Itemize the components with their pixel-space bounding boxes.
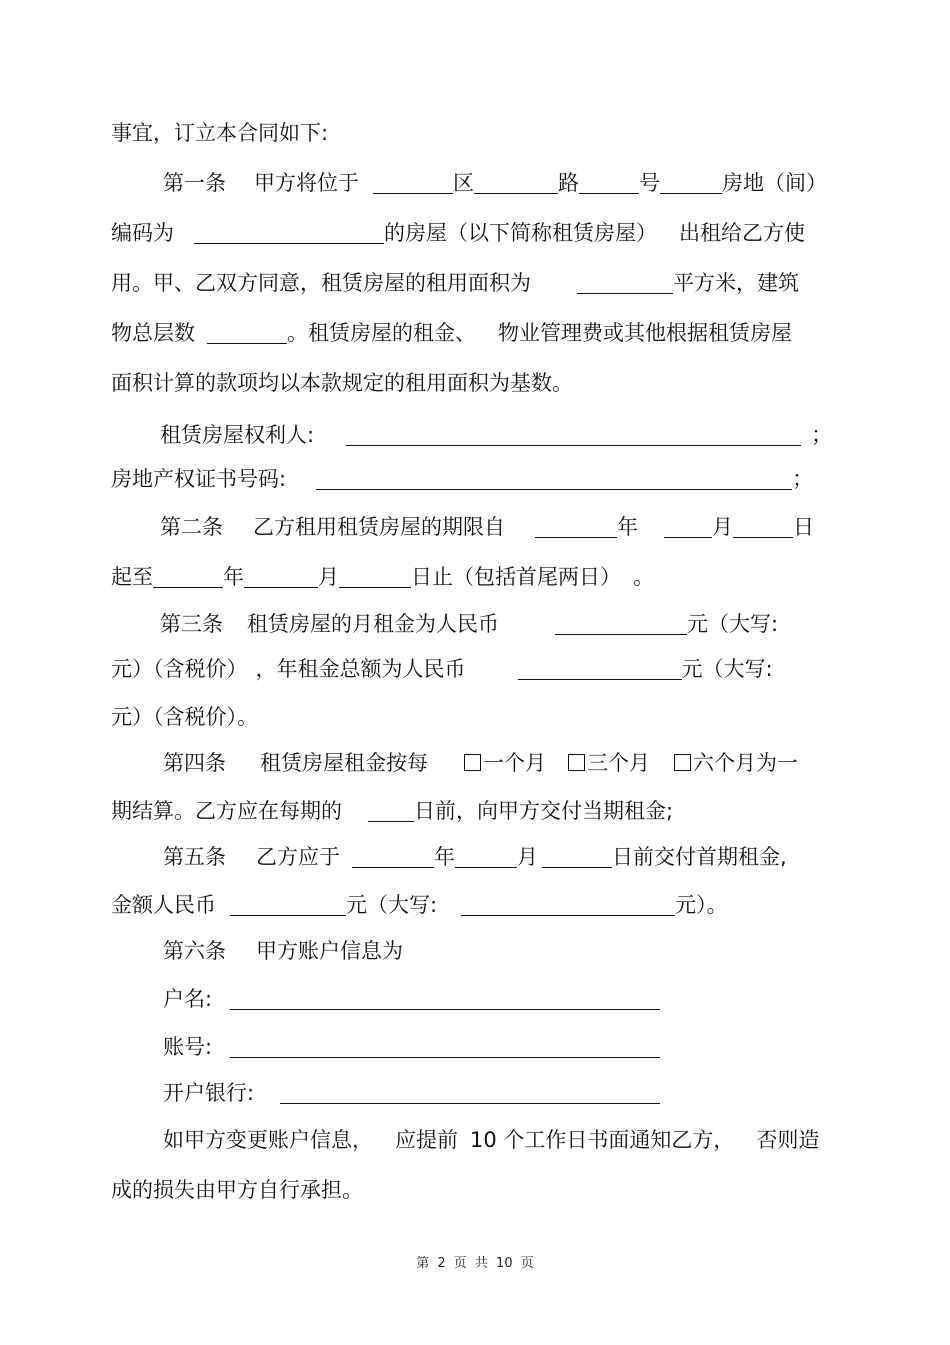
text: 元（大写: [687, 612, 779, 636]
text: 租赁房屋的月租金为人民币 [247, 612, 499, 636]
district-blank[interactable] [373, 171, 453, 194]
article-1-line-4 [111, 318, 792, 348]
text: 租赁房屋租金按每 [260, 751, 428, 775]
end-day-blank[interactable] [339, 565, 411, 588]
start-day-blank[interactable] [733, 515, 793, 538]
text: 年 [223, 565, 244, 589]
text: 元）（含税价）。 [111, 705, 258, 729]
text: 如甲方变更账户信息， [163, 1128, 373, 1152]
text: ； [792, 467, 814, 491]
end-month-blank[interactable] [244, 565, 318, 588]
text: 甲方将位于 [254, 171, 359, 195]
account-name-label: 户名: [163, 987, 213, 1011]
code-blank[interactable] [194, 221, 384, 244]
text: 年 [617, 515, 638, 539]
checkbox[interactable] [568, 754, 585, 771]
account-number-line [163, 1032, 660, 1062]
text: 起至 [111, 565, 153, 589]
article-number: 第三条 [160, 612, 223, 636]
first-pay-day-blank[interactable] [542, 845, 612, 868]
article-2-line-1 [160, 512, 814, 542]
text: 日前交付首期租金, [612, 845, 787, 869]
floors-blank[interactable] [207, 321, 287, 344]
page-footer: 第 2 页 共 10 页 [416, 1256, 534, 1271]
text: 年 [434, 845, 455, 869]
end-year-blank[interactable] [153, 565, 223, 588]
text-line [111, 118, 328, 148]
account-name-line [163, 984, 660, 1014]
bank-line [163, 1078, 660, 1108]
text: 日 [793, 515, 814, 539]
article-3-line-3 [111, 702, 258, 732]
article-4-line-1 [163, 748, 798, 778]
article-1-line-5 [111, 368, 573, 398]
article-number: 第五条 [163, 845, 226, 869]
text: 元）（含税价） [111, 657, 248, 681]
text: 乙方应于 [256, 845, 340, 869]
bank-blank[interactable] [280, 1081, 660, 1104]
text: 区 [453, 171, 474, 195]
checkbox[interactable] [674, 754, 691, 771]
article-1-line-3 [111, 268, 799, 298]
text: 。 [633, 565, 654, 589]
article-number: 第二条 [160, 515, 223, 539]
text: 物业管理费或其他根据租赁房屋 [498, 321, 792, 345]
owner-blank[interactable] [346, 423, 801, 446]
option-semiannual[interactable] [674, 751, 798, 775]
text: 路 [558, 171, 579, 195]
room-blank[interactable] [660, 171, 722, 194]
text: 成的损失由甲方自行承担。 [111, 1178, 363, 1202]
text: 物总层数 [111, 321, 195, 345]
area-blank[interactable] [577, 271, 673, 294]
article-2-line-2 [111, 562, 654, 592]
text: 月 [712, 515, 733, 539]
owner-label: 租赁房屋权利人: [160, 423, 315, 447]
bank-label: 开户银行: [163, 1081, 255, 1105]
text: 应提前 [395, 1128, 458, 1152]
note-line-2 [111, 1175, 363, 1205]
text: 日止（包括首尾两日） [411, 565, 621, 589]
cert-label: 房地产权证书号码: [111, 467, 287, 491]
road-blank[interactable] [474, 171, 558, 194]
account-number-label: 账号: [163, 1035, 213, 1059]
text: 期结算。乙方应在每期的 [111, 799, 342, 823]
text: 平方米，建筑 [673, 271, 799, 295]
text: 月 [318, 565, 339, 589]
start-year-blank[interactable] [535, 515, 617, 538]
first-pay-month-blank[interactable] [455, 845, 517, 868]
text: 用。甲、乙双方同意，租赁房屋的租用面积为 [111, 271, 531, 295]
text: 编码为 [111, 221, 174, 245]
number-blank[interactable] [579, 171, 639, 194]
monthly-rent-blank[interactable] [555, 612, 687, 635]
option-label: 一个月 [483, 751, 546, 775]
option-label: 三个月 [587, 751, 650, 775]
article-3-line-1 [160, 609, 778, 639]
annual-rent-blank[interactable] [518, 657, 682, 680]
article-1-line-1 [163, 168, 827, 198]
pay-day-blank[interactable] [368, 799, 414, 822]
text: ，年租金总额为人民币 [255, 657, 466, 681]
account-name-blank[interactable] [230, 987, 660, 1010]
text: 面积计算的款项均以本款规定的租用面积为基数。 [111, 371, 573, 395]
text: 金额人民币 [111, 893, 216, 917]
text: 元（大写: [346, 893, 438, 917]
text: 。租赁房屋的租金、 [287, 321, 476, 345]
article-3-line-2 [111, 654, 773, 684]
owner-line [160, 420, 832, 450]
text: 否则造 [756, 1128, 820, 1152]
option-label: 六个月为一 [693, 751, 798, 775]
article-5-line-2 [111, 890, 728, 920]
article-4-line-2 [111, 796, 673, 826]
text: 房地（间） [722, 171, 827, 195]
article-5-line-1 [163, 842, 787, 872]
text: 号 [639, 171, 660, 195]
text: ； [811, 423, 833, 447]
text: 元（大写: [681, 657, 773, 681]
cert-blank[interactable] [316, 467, 792, 490]
option-quarterly[interactable] [568, 751, 650, 775]
text: 的房屋（以下简称租赁房屋） [384, 221, 657, 245]
article-number: 第四条 [163, 751, 226, 775]
first-pay-words-blank[interactable] [461, 893, 675, 916]
account-number-blank[interactable] [230, 1035, 660, 1058]
article-1-line-2 [111, 218, 805, 248]
text: 甲方账户信息为 [256, 939, 403, 963]
text: 出租给乙方使 [679, 221, 805, 245]
cert-line [111, 464, 813, 494]
intro-text: 事宜，订立本合同如下: [111, 121, 329, 145]
text: 月 [517, 845, 538, 869]
text: 日前，向甲方交付当期租金; [414, 799, 674, 823]
checkbox[interactable] [464, 754, 481, 771]
start-month-blank[interactable] [664, 515, 712, 538]
article-number: 第一条 [163, 171, 226, 195]
article-6-line-1 [163, 936, 403, 966]
first-pay-year-blank[interactable] [352, 845, 434, 868]
option-monthly[interactable] [464, 751, 546, 775]
note-line-1 [163, 1125, 819, 1155]
article-number: 第六条 [163, 939, 226, 963]
text: 元）。 [675, 893, 728, 917]
text: 乙方租用租赁房屋的期限自 [253, 515, 505, 539]
text: 10 个工作日书面通知乙方， [470, 1128, 735, 1152]
first-pay-amount-blank[interactable] [230, 893, 346, 916]
